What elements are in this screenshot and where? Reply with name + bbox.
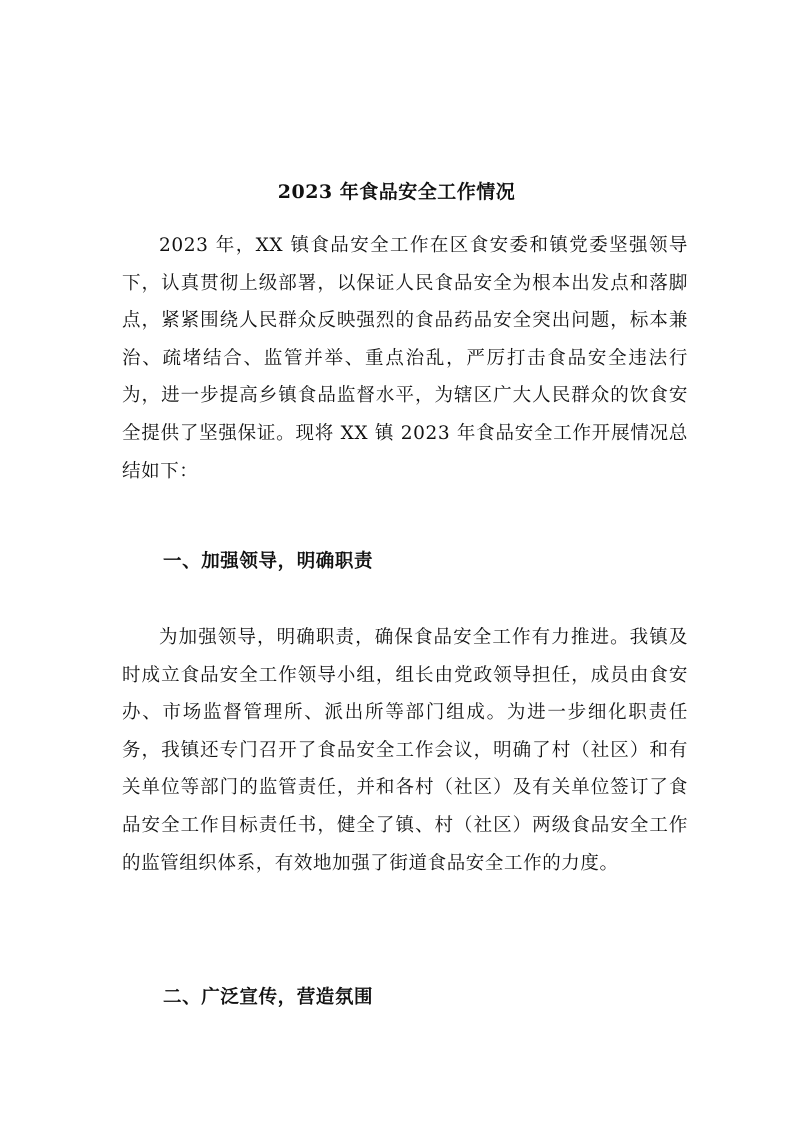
section-2-heading: 二、广泛宣传，营造氛围 [163,987,374,1008]
section-1-paragraph: 为加强领导，明确职责，确保食品安全工作有力推进。我镇及时成立食品安全工作领导小组，组长由党政领导担任，成员由食安办、市场监督管理所、派出所等部门组成。为进一步细化职责任务，我镇还专门召开了食品安全工作会议，明确了村（社区）和有关单位等部门的监管责任，并和各村（社区）及有关单位签订了食品安全工作目标责任书，健全了镇、村（社区）两级食品安全工作的监管组织体系，有效地加强了街道食品安全工作的力度。 [122,627,688,874]
document-title: 2023 年食品安全工作情况 [277,180,516,203]
section-1-heading: 一、加强领导，明确职责 [163,551,374,572]
intro-paragraph: 2023 年，XX 镇食品安全工作在区食安委和镇党委坚强领导下，认真贯彻上级部署，以保证人民食品安全为根本出发点和落脚点，紧紧围绕人民群众反映强烈的食品药品安全突出问题，标本兼治、疏堵结合、监管并举、重点治乱，严厉打击食品安全违法行为，进一步提高乡镇食品监督水平，为辖区广大人民群众的饮食安全提供了坚强保证。现将 XX 镇 2023 年食品安全工作开展情况总结如下： [122,235,688,482]
